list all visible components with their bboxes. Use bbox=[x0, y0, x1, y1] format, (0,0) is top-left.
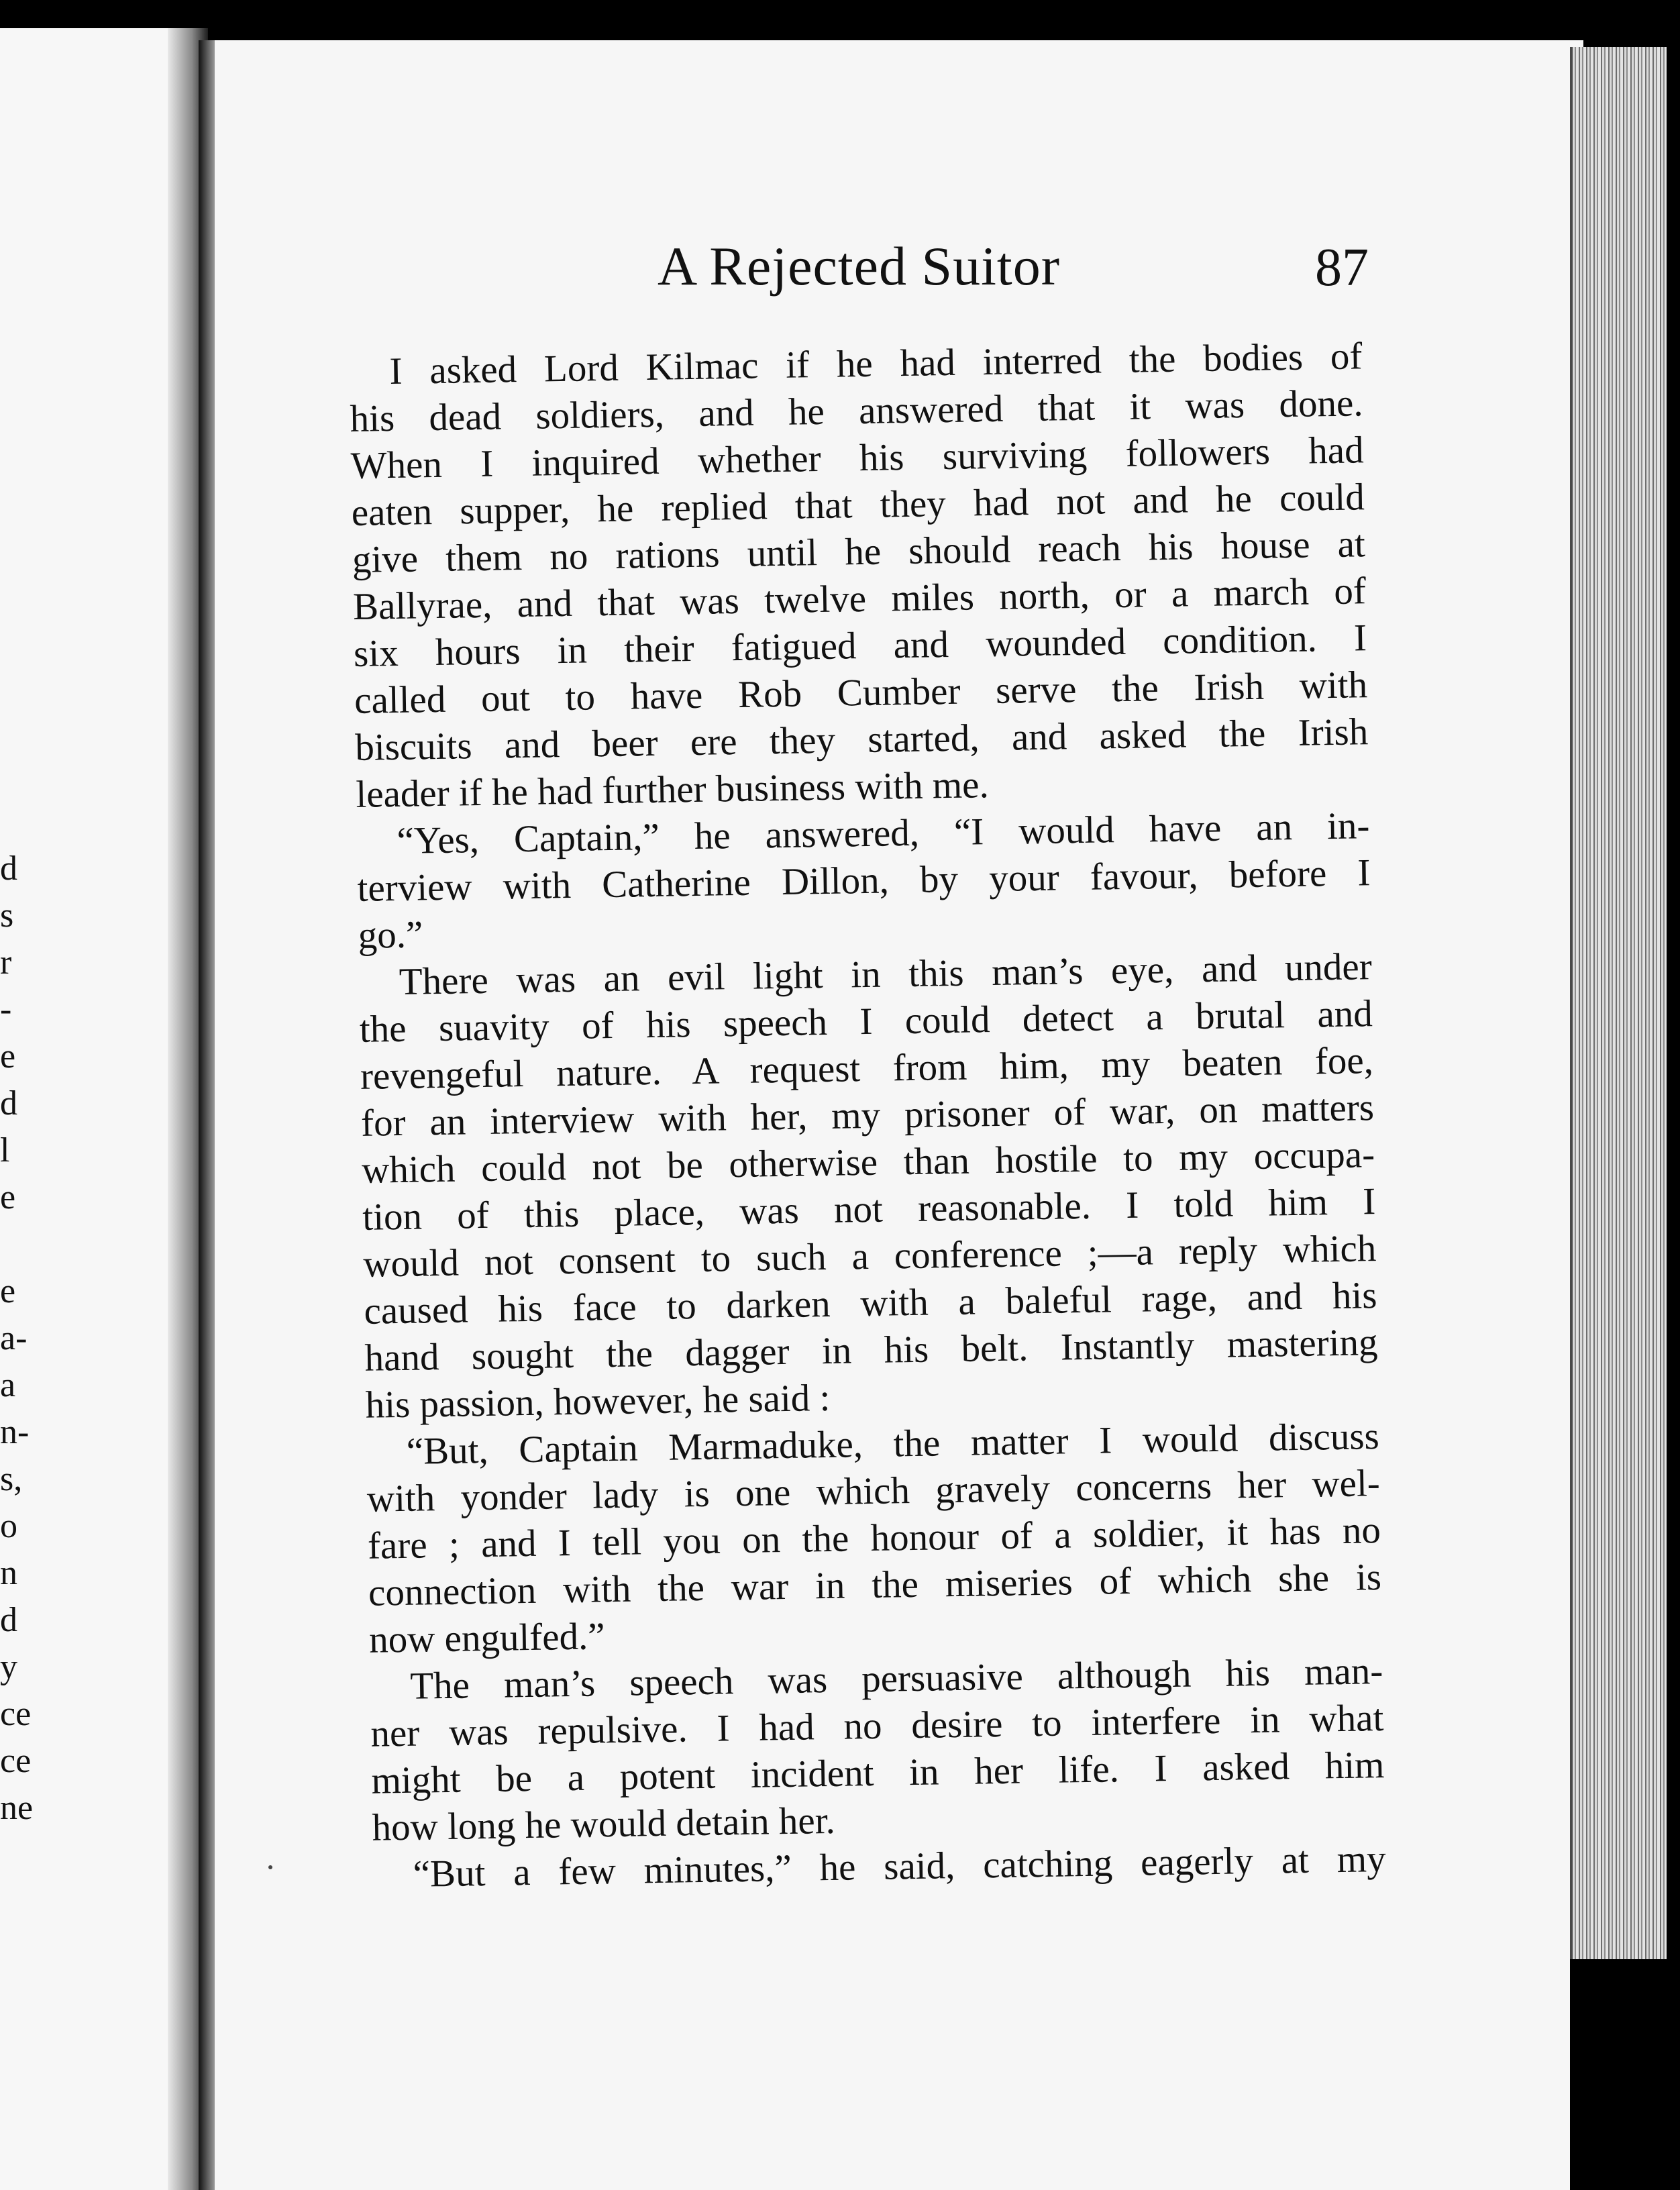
text-line: might be a potent incident in her life. I asked him bbox=[371, 1744, 1385, 1802]
text-line: biscuits and beer ere they started, and asked the Irish bbox=[354, 711, 1369, 769]
text-line: There was an evil light in this man’s eye, and under bbox=[399, 945, 1373, 1003]
left-fragment-line: ce bbox=[0, 1742, 32, 1780]
text-line: with yonder lady is one which gravely concerns her wel- bbox=[366, 1462, 1381, 1520]
body-text bbox=[349, 333, 1386, 1898]
left-fragment-line: s, bbox=[0, 1460, 23, 1498]
left-fragment-line: d bbox=[0, 849, 17, 888]
text-line: go.” bbox=[358, 913, 423, 957]
left-fragment-line: n- bbox=[0, 1413, 30, 1451]
page-number: 87 bbox=[1315, 238, 1369, 297]
left-fragment-line: - bbox=[0, 990, 12, 1029]
text-line: ner was repulsive. I had no desire to interfere in what bbox=[370, 1697, 1384, 1755]
text-line: eaten supper, he replied that they had not and he could bbox=[351, 476, 1365, 534]
left-fragment-line: o bbox=[0, 1507, 17, 1545]
text-line: When I inquired whether his surviving followers had bbox=[350, 429, 1365, 487]
text-line: “Yes, Captain,” he answered, “I would have an in- bbox=[397, 804, 1370, 862]
text-line: how long he would detain her. bbox=[372, 1799, 836, 1849]
text-line: called out to have Rob Cumber serve the Irish with bbox=[354, 664, 1368, 722]
left-fragment-line: n bbox=[0, 1554, 17, 1592]
left-fragment-line: d bbox=[0, 1601, 17, 1639]
left-fragment-line: e bbox=[0, 1178, 16, 1216]
left-fragment-line: r bbox=[0, 943, 12, 982]
text-line: caused his face to darken with a baleful rage, and his bbox=[364, 1274, 1377, 1333]
paper-speck bbox=[268, 1865, 272, 1869]
text-line: revengeful nature. A request from him, my beaten foe, bbox=[360, 1039, 1374, 1098]
left-fragment-line: ce bbox=[0, 1695, 32, 1733]
page-block-edges bbox=[1570, 47, 1667, 1959]
text-line: connection with the war in the miseries of which she is bbox=[368, 1556, 1382, 1614]
text-line: hand sought the dagger in his belt. Instantly mastering bbox=[364, 1321, 1378, 1379]
text-line: his dead soldiers, and he answered that it was done. bbox=[350, 382, 1363, 440]
left-fragment-line bbox=[0, 1221, 27, 1268]
left-fragment-line: ne bbox=[0, 1789, 34, 1827]
background-corner bbox=[1570, 1959, 1664, 2190]
left-fragment-line: d bbox=[0, 1084, 17, 1123]
text-line: now engulfed.” bbox=[368, 1615, 606, 1661]
text-line: the suavity of his speech I could detect a brutal and bbox=[359, 992, 1373, 1051]
text-line: The man’s speech was persuasive although his man- bbox=[409, 1650, 1383, 1708]
left-fragment-line: l bbox=[0, 1131, 10, 1169]
text-line: which could not be otherwise than hostile to my occupa- bbox=[361, 1133, 1375, 1192]
text-line: would not consent to such a conference ;—a reply which bbox=[362, 1227, 1377, 1286]
text-line: I asked Lord Kilmac if he had interred the bodies of bbox=[389, 335, 1363, 393]
left-page-text-fragments bbox=[0, 845, 34, 1832]
left-fragment-line: y bbox=[0, 1648, 17, 1686]
text-line: his passion, however, he said : bbox=[365, 1376, 831, 1426]
text-line: terview with Catherine Dillon, by your favour, before I bbox=[357, 851, 1371, 910]
text-line: for an interview with her, my prisoner of war, on matters bbox=[360, 1086, 1375, 1145]
text-line: give them no rations until he should reach his house at bbox=[352, 523, 1366, 581]
running-title: A Rejected Suitor bbox=[658, 236, 1061, 297]
text-line: leader if he had further business with me. bbox=[355, 764, 990, 816]
running-head bbox=[362, 235, 1369, 309]
left-fragment-line: e bbox=[0, 1272, 16, 1310]
left-fragment-line: a bbox=[0, 1366, 16, 1404]
text-line: six hours in their fatigued and wounded condition. I bbox=[353, 617, 1367, 675]
text-line: “But a few minutes,” he said, catching eagerly at my bbox=[413, 1838, 1387, 1895]
text-line: “But, Captain Marmaduke, the matter I would discuss bbox=[406, 1415, 1380, 1473]
text-line: fare ; and I tell you on the honour of a soldier, it has no bbox=[367, 1509, 1381, 1567]
left-fragment-line: s bbox=[0, 896, 14, 935]
left-fragment-line: e bbox=[0, 1037, 16, 1076]
text-line: Ballyrae, and that was twelve miles north, or a march of bbox=[352, 570, 1367, 628]
left-fragment-line: a- bbox=[0, 1319, 28, 1357]
text-line: tion of this place, was not reasonable. I told him I bbox=[362, 1180, 1376, 1239]
